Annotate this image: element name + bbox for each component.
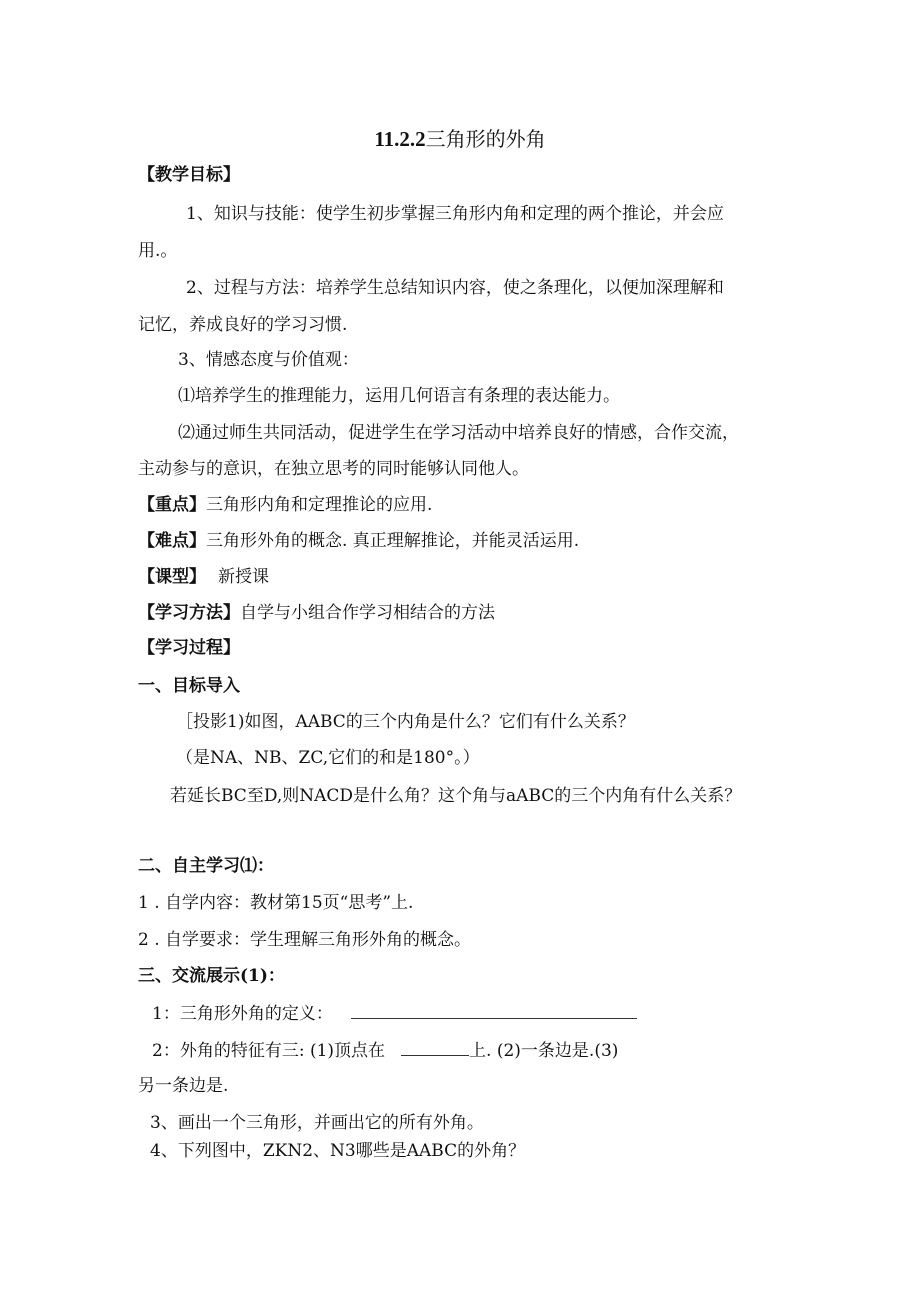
section-3-item-2: [152, 1039, 618, 1062]
vertex-blank[interactable]: [401, 1039, 469, 1056]
title-text: 三角形的外角: [425, 127, 546, 151]
objective-1-line-2: 用.。: [138, 241, 178, 261]
section-2-item-2: 2 . 自学要求：学生理解三角形外角的概念。: [138, 930, 472, 950]
difficulty-text: 三角形外角的概念. 真正理解推论，并能灵活运用.: [206, 531, 580, 551]
objective-1-line-1: 1、知识与技能：使学生初步掌握三角形内角和定理的两个推论，并会应: [186, 204, 724, 224]
section-1-line-2: （是NA、NB、ZC,它们的和是180°。）: [176, 748, 480, 768]
section-2-heading: 二、自主学习⑴：: [138, 856, 274, 876]
section-3-item-1-label: 1：三角形外角的定义：: [152, 1004, 333, 1024]
section-3-item-1: [152, 1002, 637, 1025]
key-point: [138, 494, 432, 516]
key-point-label: 【重点】: [138, 495, 206, 515]
objective-3-sub-1: ⑴培养学生的推理能力，运用几何语言有条理的表达能力。: [178, 386, 620, 406]
title-number: 11.2.2: [374, 127, 426, 151]
learning-method: [138, 602, 495, 624]
section-2-item-1: 1 . 自学内容：教材第15页“思考”上.: [138, 893, 414, 913]
lesson-type-text: 新授课: [218, 567, 269, 587]
key-point-text: 三角形内角和定理推论的应用.: [206, 495, 433, 515]
section-1-line-1: ［投影1)如图，AABC的三个内角是什么？它们有什么关系？: [176, 712, 635, 732]
objective-2-line-1: 2、过程与方法：培养学生总结知识内容，使之条理化，以便加深理解和: [186, 278, 724, 298]
definition-blank[interactable]: [351, 1002, 637, 1019]
learning-method-text: 自学与小组合作学习相结合的方法: [240, 603, 495, 623]
section-3-heading: 三、交流展示(1)：: [138, 966, 285, 986]
lesson-type: [138, 566, 269, 588]
objective-2-line-2: 记忆，养成良好的学习习惯.: [138, 315, 348, 335]
section-3-item-2-part-2: 上. (2)一条边是.(3): [469, 1041, 619, 1061]
difficulty-label: 【难点】: [138, 531, 206, 551]
objective-3: 3、情感态度与价值观：: [178, 350, 359, 370]
page-title: [0, 126, 920, 152]
section-3-item-2-part-1: 2：外角的特征有三: (1)顶点在: [152, 1041, 386, 1061]
learning-method-label: 【学习方法】: [138, 603, 240, 623]
objective-3-sub-2-line-1: ⑵通过师生共同活动，促进学生在学习活动中培养良好的情感，合作交流，: [178, 423, 739, 443]
section-3-item-2-line-2: 另一条边是.: [138, 1076, 229, 1096]
lesson-type-label: 【课型】: [138, 567, 206, 587]
section-3-item-4: 4、下列图中，ZKN2、N3哪些是AABC的外角？: [150, 1141, 526, 1161]
process-heading: 【学习过程】: [138, 638, 240, 658]
objectives-heading: 【教学目标】: [138, 165, 240, 185]
section-3-item-3: 3、画出一个三角形，并画出它的所有外角。: [150, 1113, 484, 1133]
section-1-line-3: 若延长BC至D,则NACD是什么角？这个角与aABC的三个内角有什么关系？: [170, 786, 742, 806]
section-1-heading: 一、目标导入: [138, 676, 240, 696]
objective-3-sub-2-line-2: 主动参与的意识，在独立思考的同时能够认同他人。: [138, 459, 529, 479]
difficulty: [138, 530, 579, 552]
